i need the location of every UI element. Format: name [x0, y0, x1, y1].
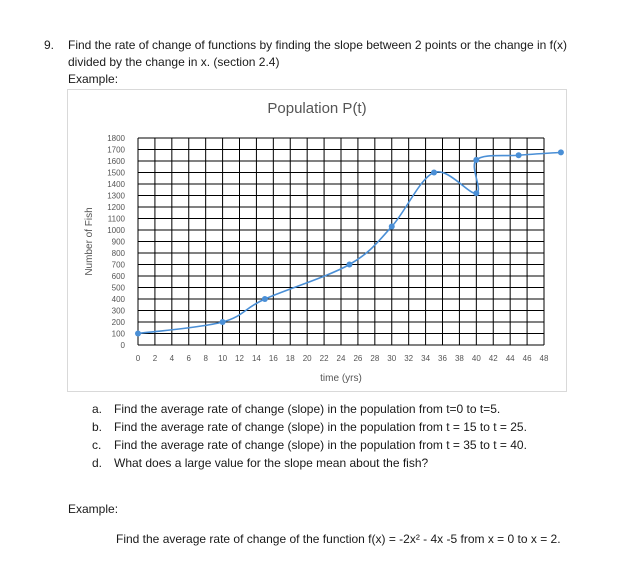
data-point — [389, 224, 395, 230]
y-tick-label: 400 — [111, 295, 125, 304]
question-part — [92, 420, 527, 438]
data-point — [516, 152, 522, 158]
x-tick-label: 20 — [302, 354, 312, 363]
series-line — [138, 152, 561, 333]
question-part-letter: b. — [92, 420, 103, 434]
x-tick-label: 46 — [522, 354, 532, 363]
data-point — [346, 262, 352, 268]
population-chart — [67, 89, 567, 392]
question-part-letter: c. — [92, 438, 102, 452]
y-tick-label: 1500 — [107, 168, 125, 178]
question-part-letter: d. — [92, 456, 103, 470]
y-tick-label: 1800 — [107, 134, 125, 143]
y-tick-label: 1400 — [107, 180, 125, 189]
question-number: 9. — [44, 38, 55, 52]
y-tick-label: 700 — [111, 260, 125, 270]
x-tick-label: 12 — [235, 354, 244, 363]
question-part-letter: a. — [92, 402, 103, 416]
question-part — [92, 456, 527, 474]
y-tick-label: 1700 — [107, 145, 125, 155]
x-tick-label: 4 — [169, 354, 175, 363]
question-part-text: What does a large value for the slope mean about the fish? — [114, 456, 429, 470]
x-tick-label: 26 — [353, 354, 363, 363]
question-part-text: Find the average rate of change (slope) in the population from t=0 to t=5. — [114, 402, 501, 416]
x-tick-label: 28 — [370, 354, 380, 363]
x-tick-label: 8 — [203, 354, 208, 363]
y-tick-label: 1100 — [107, 214, 125, 224]
y-tick-label: 500 — [111, 283, 125, 293]
x-tick-label: 2 — [152, 354, 158, 363]
x-tick-label: 24 — [336, 354, 346, 363]
y-tick-label: 1000 — [107, 226, 125, 235]
x-tick-label: 44 — [505, 354, 515, 363]
y-tick-label: 1200 — [107, 203, 125, 212]
question-parts-list — [92, 402, 527, 474]
question-text-line1: Find the rate of change of functions by finding the slope between 2 points or the change in f(x) — [68, 38, 567, 52]
y-tick-label: 1600 — [107, 157, 125, 166]
question-part-text: Find the average rate of change (slope) in the population from t = 35 to t = 40. — [114, 438, 527, 452]
y-tick-label: 900 — [111, 237, 125, 247]
y-axis-label: Number of Fish — [84, 207, 95, 276]
x-tick-label: 16 — [268, 354, 278, 363]
data-point — [558, 149, 564, 155]
y-tick-label: 200 — [111, 318, 125, 327]
x-tick-label: 48 — [539, 354, 549, 363]
x-tick-label: 38 — [454, 354, 464, 363]
question-part — [92, 438, 527, 456]
x-tick-label: 40 — [471, 354, 481, 363]
chart-plot-area — [68, 90, 566, 391]
x-tick-label: 30 — [387, 354, 397, 363]
x-tick-label: 6 — [186, 354, 191, 363]
data-point — [431, 170, 437, 176]
x-tick-label: 36 — [438, 354, 447, 363]
x-tick-label: 42 — [488, 354, 498, 363]
y-tick-label: 1300 — [107, 191, 125, 201]
chart-title: Population P(t) — [267, 100, 367, 117]
data-point — [262, 296, 268, 302]
example2-label: Example: — [68, 502, 119, 516]
data-point — [220, 319, 226, 325]
data-point — [473, 157, 479, 163]
x-tick-label: 32 — [404, 354, 414, 363]
data-point — [135, 331, 141, 337]
example-label: Example: — [68, 72, 119, 86]
x-tick-label: 0 — [135, 354, 141, 363]
y-tick-label: 800 — [111, 249, 125, 258]
x-tick-label: 22 — [319, 354, 329, 363]
question-text-line2: divided by the change in x. (section 2.4) — [68, 55, 280, 69]
x-tick-label: 10 — [218, 354, 228, 363]
y-tick-label: 600 — [111, 272, 125, 281]
y-tick-label: 0 — [120, 341, 125, 350]
x-axis-label: time (yrs) — [320, 373, 362, 384]
x-tick-label: 34 — [421, 354, 431, 363]
x-tick-label: 14 — [251, 354, 261, 363]
y-tick-label: 100 — [111, 329, 125, 339]
x-tick-label: 18 — [285, 354, 295, 363]
y-tick-label: 300 — [111, 306, 125, 316]
question-part-text: Find the average rate of change (slope) in the population from t = 15 to t = 25. — [114, 420, 527, 434]
data-point — [473, 190, 479, 196]
example2-text: Find the average rate of change of the function f(x) = -2x² - 4x -5 from x = 0 to x = 2. — [116, 532, 561, 546]
question-part — [92, 402, 527, 420]
